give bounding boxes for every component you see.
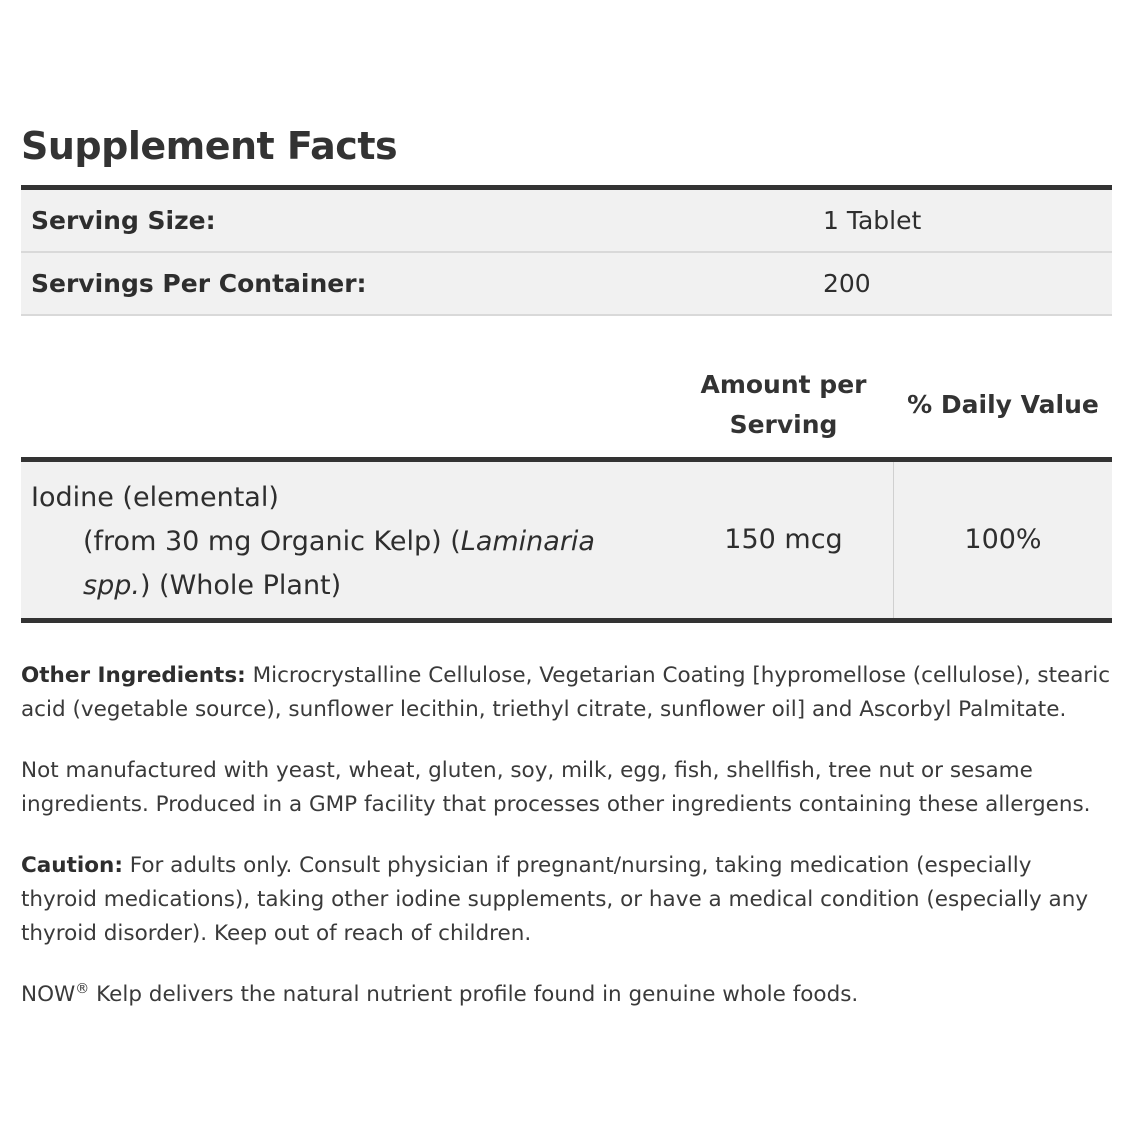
registered-mark: ® bbox=[75, 980, 90, 997]
servings-per-container-value: 200 bbox=[823, 269, 871, 298]
tagline-text: Kelp delivers the natural nutrient profile found in genuine whole foods. bbox=[89, 982, 859, 1007]
servings-per-container-label: Servings Per Container: bbox=[31, 269, 367, 298]
servings-per-container-row bbox=[21, 253, 1112, 316]
nutrient-table-header bbox=[21, 360, 1112, 457]
nutrient-source-genus: Laminaria bbox=[460, 526, 595, 557]
nutrient-name-cell bbox=[31, 476, 671, 608]
other-ingredients bbox=[21, 659, 1112, 727]
amount-per-serving-header bbox=[691, 365, 876, 445]
nutrient-source-suffix: ) (Whole Plant) bbox=[139, 570, 342, 601]
serving-size-label: Serving Size: bbox=[31, 206, 216, 235]
other-ingredients-text: Microcrystalline Cellulose, Vegetarian Coating [hypromellose (cellulose), stearic acid (vegetable source), sunflower lecithin, triethyl citrate, sunflower oil] and Ascorbyl Palmitate. bbox=[21, 663, 1111, 722]
nutrient-source-prefix: (from 30 mg Organic Kelp) ( bbox=[83, 526, 461, 557]
nutrient-row bbox=[21, 457, 1112, 623]
amount-header-line2: Serving bbox=[729, 410, 838, 439]
nutrient-source-species: spp. bbox=[83, 570, 140, 601]
serving-info-table bbox=[21, 185, 1112, 316]
other-ingredients-label: Other Ingredients: bbox=[21, 663, 246, 688]
caution-label: Caution: bbox=[21, 853, 123, 878]
amount-header-line1: Amount per bbox=[700, 370, 867, 399]
nutrient-source bbox=[31, 520, 671, 564]
nutrient-daily-value: 100% bbox=[964, 524, 1042, 555]
allergen-statement: Not manufactured with yeast, wheat, gluten, soy, milk, egg, fish, shellfish, tree nut or sesame ingredients. Produced in a GMP facility that processes other ingredients containing these allergens. bbox=[21, 758, 1091, 817]
serving-size-row bbox=[21, 190, 1112, 253]
nutrient-amount: 150 mcg bbox=[724, 524, 843, 555]
daily-value-header: % Daily Value bbox=[907, 390, 1099, 419]
page-title: Supplement Facts bbox=[21, 124, 398, 168]
serving-size-value: 1 Tablet bbox=[823, 206, 922, 235]
nutrient-name: Iodine (elemental) bbox=[31, 482, 279, 513]
product-tagline bbox=[21, 978, 1112, 1012]
caution-statement bbox=[21, 849, 1112, 951]
nutrient-source-cont bbox=[31, 564, 671, 608]
caution-text: For adults only. Consult physician if pregnant/nursing, taking medication (especially thyroid medications), taking other iodine supplements, or have a medical condition (especially any thyroid disorder). Keep out of reach of children. bbox=[21, 853, 1089, 946]
brand-name: NOW bbox=[21, 982, 76, 1007]
